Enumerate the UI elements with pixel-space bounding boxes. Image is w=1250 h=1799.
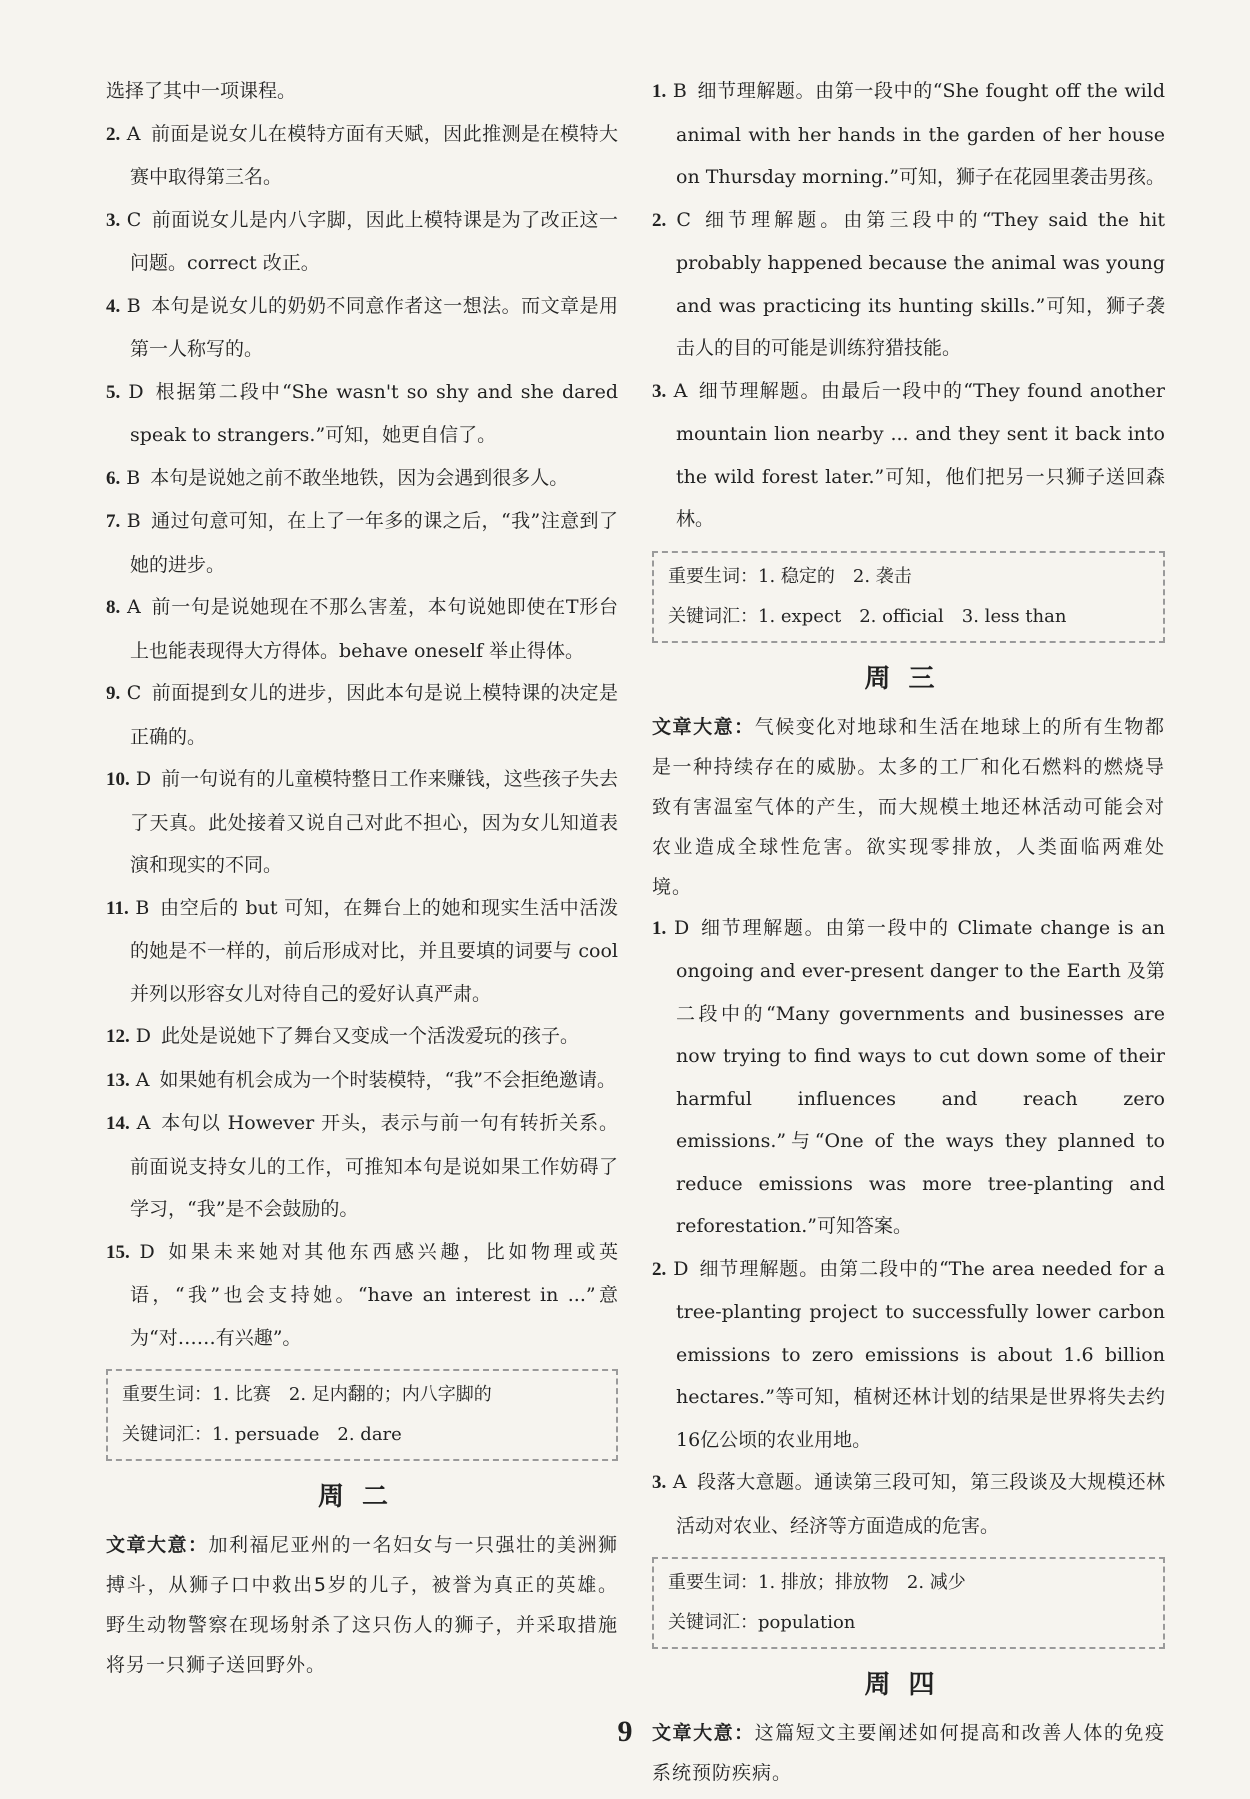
answer-item [106,1102,618,1231]
answer-letter: A [126,122,141,145]
answer-letter: A [136,1112,151,1134]
answer-letter: B [126,510,141,532]
gist-text: 这篇短文主要阐述如何提高和改善人体的免疫系统预防疾病。 [652,1722,1165,1784]
answer-item [106,371,618,457]
answer-letter: A [135,1068,150,1091]
answer-explanation: 由空后的 but 可知，在舞台上的她和现实生活中活泼的她是不一样的，前后形成对比，并且要填的词要与 cool 并列以形容女儿对待自己的爱好认真严肃。 [130,896,618,1005]
answer-explanation: 本句以 However 开头，表示与前一句有转折关系。前面说支持女儿的工作，可推知本句是说如果工作妨碍了学习，“我”是不会鼓励的。 [130,1112,618,1220]
answer-letter: A [673,379,688,402]
answer-item [106,285,618,371]
vocab-line: 关键词汇：population [668,1612,856,1633]
answer-item [106,887,618,1016]
left-column [106,70,618,1685]
answer-letter: C [126,208,142,231]
answer-number: 9. [106,683,121,704]
answer-number: 3. [106,209,121,231]
gist-text: 气候变化对地球和生活在地球上的所有生物都是一种持续存在的威胁。太多的工厂和化石燃料的燃烧导致有害温室气体的产生，而大规模土地还林活动可能会对农业造成全球性危害。欲实现零排放，人类面临两难处境。 [652,715,1165,898]
answer-explanation: 本句是说她之前不敢坐地铁，因为会遇到很多人。 [150,466,569,489]
vocab-line: 重要生词：1. 稳定的 2. 袭击 [668,565,912,587]
answer-explanation: 通过句意可知，在上了一年多的课之后，“我”注意到了她的进步。 [130,510,618,576]
answer-number: 2. [652,209,667,231]
answer-number: 6. [106,467,121,489]
answer-item [652,1248,1165,1462]
answer-letter: D [135,1025,152,1047]
right-answer-list-b [652,907,1165,1548]
gist-label: 文章大意： [652,715,755,738]
answer-explanation: 细节理解题。由第一段中的 Climate change is an ongoing and ever-present danger to the Earth 及第二段中的“Many governments and businesses are now trying to find ways to cut down some of their harmful influences and reach zero emissions.”与“One of the ways they planned to reduce emissions was more tree-planting and reforestation.”可知答案。 [676,916,1165,1237]
answer-letter: C [126,682,142,704]
answer-item [652,370,1165,541]
answer-number: 4. [106,295,121,317]
answer-item [106,500,618,586]
answer-number: 11. [106,897,129,919]
answer-item [106,586,618,672]
gist-paragraph [652,707,1165,907]
answer-explanation: 前一句说有的儿童模特整日工作来赚钱，这些孩子失去了天真。此处接着又说自己对此不担心，因为女儿知道表演和现实的不同。 [130,768,618,876]
answer-number: 15. [106,1241,130,1263]
answer-explanation: 此处是说她下了舞台又变成一个活泼爱玩的孩子。 [161,1025,580,1047]
answer-letter: D [139,1240,155,1263]
right-answer-list-a [652,70,1165,541]
gist-label: 文章大意： [106,1534,209,1556]
answer-item [106,1059,618,1103]
vocab-line: 重要生词：1. 排放；排放物 2. 减少 [668,1572,966,1593]
answer-explanation: 段落大意题。通读第三段可知，第三段谈及大规模还林活动对农业、经济等方面造成的危害。 [676,1471,1165,1537]
answer-explanation: 细节理解题。由最后一段中的“They found another mountain lion nearby ... and they sent it back into the wild forest later.”可知，他们把另一只狮子送回森林。 [676,379,1165,530]
answer-item [106,199,618,285]
week-title: 周四 [864,1670,953,1700]
week-title: 周二 [317,1482,406,1512]
gist-text: 加利福尼亚州的一名妇女与一只强壮的美洲狮搏斗，从狮子口中救出5岁的儿子，被誉为真正的英雄。野生动物警察在现场射杀了这只伤人的狮子，并采取措施将另一只狮子送回野外。 [106,1534,618,1676]
answer-number: 5. [106,381,121,403]
answer-explanation: 如果她有机会成为一个时装模特，“我”不会拒绝邀请。 [159,1068,616,1091]
gist-label: 文章大意： [652,1722,755,1744]
answer-item [106,457,618,501]
vocab-line: 关键词汇：1. expect 2. official 3. less than [668,605,1067,627]
answer-item [106,113,618,199]
page-number: 9 [617,1715,633,1748]
answer-item [106,1015,618,1059]
answer-explanation: 细节理解题。由第二段中的“The area needed for a tree-planting project to successfully lower carbon emissions to zero emissions is about 1.6 billion hectares.”等可知，植树还林计划的结果是世界将失去约16亿公顷的农业用地。 [676,1257,1165,1451]
answer-explanation: 根据第二段中“She wasn't so shy and she dared speak to strangers.”可知，她更自信了。 [130,380,618,446]
answer-letter: D [673,1257,689,1280]
answer-letter: C [676,208,691,231]
left-answer-list [106,113,618,1360]
answer-item [106,1231,618,1360]
answer-number: 1. [652,917,667,939]
vocab-line: 重要生词：1. 比赛 2. 足内翻的；内八字脚的 [122,1384,492,1405]
answer-letter: D [135,768,152,790]
answer-explanation: 前面是说女儿在模特方面有天赋，因此推测是在模特大赛中取得第三名。 [130,122,618,188]
answer-item [652,199,1165,370]
answer-letter: D [674,916,690,939]
answer-number: 8. [106,597,121,618]
vocab-box-2 [652,551,1165,643]
answer-explanation: 细节理解题。由第一段中的“She fought off the wild animal with her hands in the garden of her house on Thursday morning.”可知，狮子在花园里袭击男孩。 [676,80,1165,188]
answer-letter: B [126,466,141,489]
answer-item [106,758,618,887]
answer-item [652,1461,1165,1547]
vocab-line: 关键词汇：1. persuade 2. dare [122,1424,402,1445]
answer-number: 2. [652,1258,667,1280]
answer-letter: B [672,80,687,102]
gist-paragraph [106,1525,618,1685]
week-title: 周三 [864,663,953,694]
answer-letter: B [135,896,150,919]
answer-explanation: 前一句是说她现在不那么害羞，本句说她即使在T形台上也能表现得大方得体。behave oneself 举止得体。 [130,596,618,662]
answer-letter: A [127,596,141,618]
answer-number: 2. [106,123,121,145]
right-column [652,70,1165,1793]
answer-item [652,70,1165,199]
answer-item [106,672,618,758]
answer-number: 12. [106,1026,130,1047]
answer-explanation: 前面提到女儿的进步，因此本句是说上模特课的决定是正确的。 [130,682,618,748]
answer-item [652,907,1165,1248]
answer-letter: A [672,1471,687,1493]
vocab-box-1 [106,1369,618,1461]
answer-number: 3. [652,1472,667,1493]
answer-letter: B [126,294,141,317]
vocab-box-3 [652,1557,1165,1649]
answer-number: 10. [106,769,130,790]
answer-number: 3. [652,380,667,402]
answer-number: 7. [106,511,121,532]
answer-number: 1. [652,81,667,102]
answer-number: 14. [106,1113,130,1134]
answer-number: 13. [106,1069,130,1091]
answer-explanation: 细节理解题。由第三段中的“They said the hit probably happened because the animal was young and was practicing its hunting skills.”可知，狮子袭击人的目的可能是训练狩猎技能。 [676,208,1165,359]
intro-line: 选择了其中一项课程。 [106,80,297,102]
answer-explanation: 如果未来她对其他东西感兴趣，比如物理或英语，“我”也会支持她。“have an interest in ...”意为“对……有兴趣”。 [130,1240,618,1349]
answer-letter: D [128,380,144,403]
answer-explanation: 前面说女儿是内八字脚，因此上模特课是为了改正这一问题。correct 改正。 [130,208,618,274]
answer-explanation: 本句是说女儿的奶奶不同意作者这一想法。而文章是用第一人称写的。 [130,294,618,360]
